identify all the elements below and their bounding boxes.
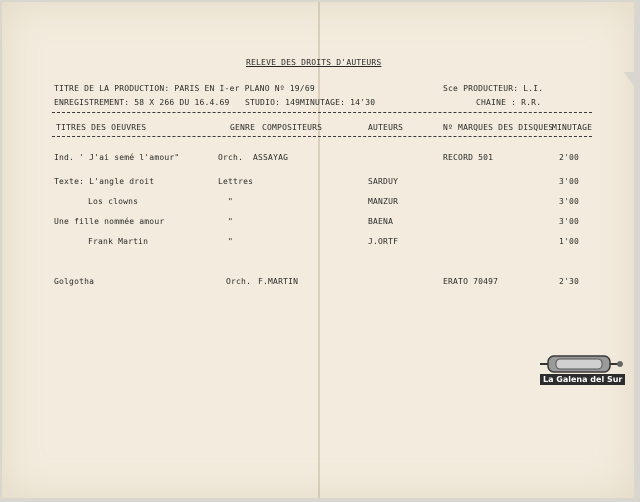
- row-minutage: 3'00: [559, 197, 580, 206]
- row-genre: ": [228, 237, 234, 246]
- enregistrement: ENREGISTREMENT: 58 X 266 DU 16.4.69: [54, 98, 230, 107]
- row-compositeur: ASSAYAG: [253, 153, 289, 162]
- chaine: CHAINE : R.R.: [476, 98, 542, 107]
- row-disque: RECORD 501: [443, 153, 494, 162]
- header-divider-bottom: [52, 136, 592, 137]
- header-divider-top: [52, 112, 592, 113]
- row-genre: Orch.: [226, 277, 252, 286]
- row-auteur: BAENA: [368, 217, 394, 226]
- row-auteur: MANZUR: [368, 197, 399, 206]
- document-sheet: [2, 2, 634, 498]
- producteur: Sce PRODUCTEUR: L.I.: [443, 84, 544, 93]
- minutage-total: MINUTAGE: 14'30: [300, 98, 376, 107]
- studio: STUDIO: 149: [245, 98, 301, 107]
- col-titres: TITRES DES OEUVRES: [56, 123, 147, 132]
- row-minutage: 2'00: [559, 153, 580, 162]
- row-auteur: SARDUY: [368, 177, 399, 186]
- row-titre: Golgotha: [54, 277, 95, 286]
- col-genre: GENRE: [230, 123, 256, 132]
- paper-fold: [318, 2, 320, 498]
- row-disque: ERATO 70497: [443, 277, 499, 286]
- row-titre: Ind. ' J'ai semé l'amour": [54, 153, 180, 162]
- row-minutage: 3'00: [559, 177, 580, 186]
- row-compositeur: F.MARTIN: [258, 277, 299, 286]
- col-minutage: MINUTAGE: [552, 123, 593, 132]
- row-titre: Une fille nommée amour: [54, 217, 165, 226]
- row-minutage: 1'00: [559, 237, 580, 246]
- row-titre: Frank Martin: [88, 237, 149, 246]
- row-minutage: 3'00: [559, 217, 580, 226]
- watermark-text: La Galena del Sur: [540, 374, 625, 385]
- col-disques: Nº MARQUES DES DISQUES: [443, 123, 554, 132]
- production-title: TITRE DE LA PRODUCTION: PARIS EN I-er PLANO Nº 19/69: [54, 84, 315, 93]
- row-genre: Orch.: [218, 153, 244, 162]
- col-compositeurs: COMPOSITEURS: [262, 123, 323, 132]
- row-genre: ": [228, 197, 234, 206]
- row-genre: ": [228, 217, 234, 226]
- document-title: RELEVE DES DROITS D'AUTEURS: [246, 58, 382, 67]
- row-titre: Los clowns: [88, 197, 139, 206]
- col-auteurs: AUTEURS: [368, 123, 404, 132]
- torn-corner: [624, 72, 634, 86]
- row-genre: Lettres: [218, 177, 254, 186]
- row-minutage: 2'30: [559, 277, 580, 286]
- row-titre: Texte: L'angle droit: [54, 177, 155, 186]
- row-auteur: J.ORTF: [368, 237, 399, 246]
